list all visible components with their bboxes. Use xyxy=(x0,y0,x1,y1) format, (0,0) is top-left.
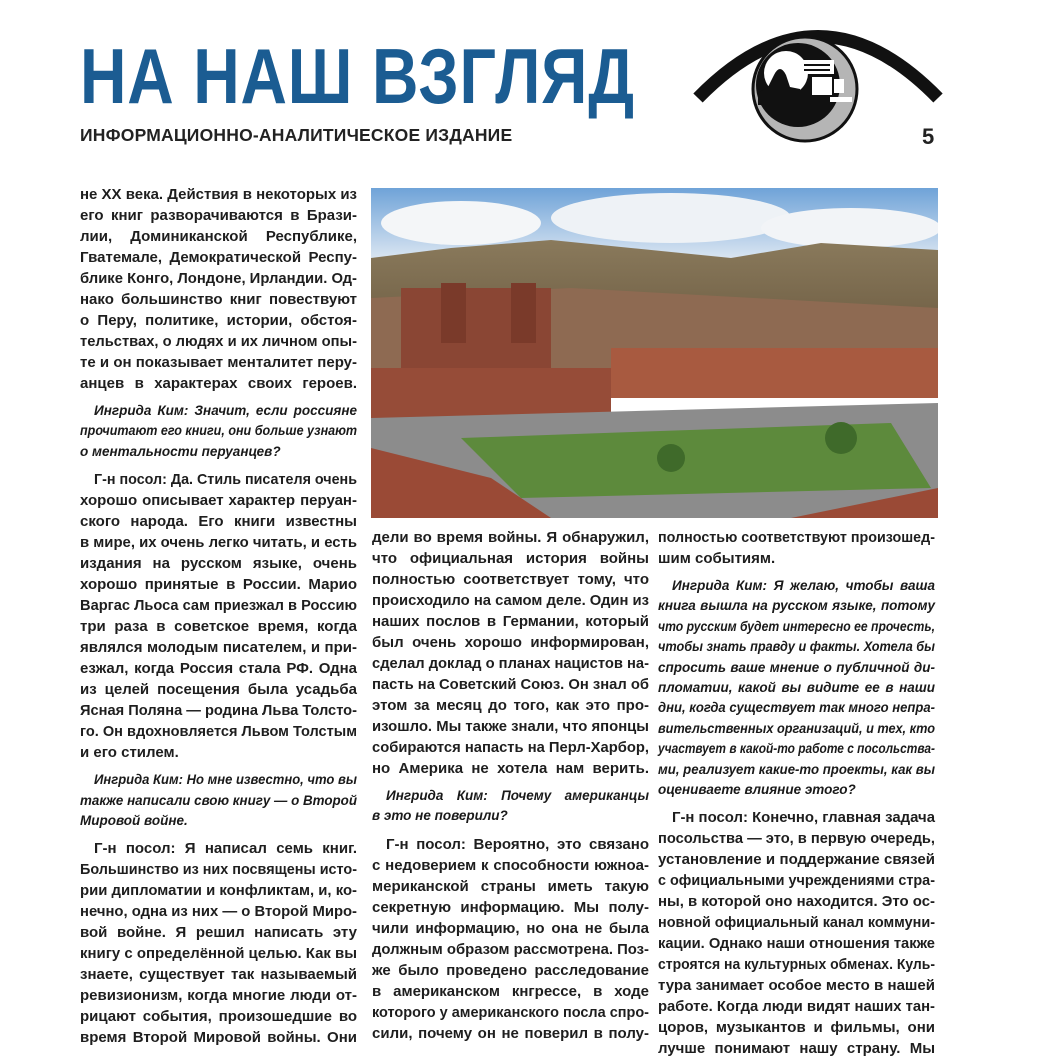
text-line-content: о Перу, политике, истории, обстоя- xyxy=(80,312,357,329)
text-line xyxy=(658,637,935,657)
text-line xyxy=(658,527,935,548)
text-line xyxy=(658,698,935,718)
text-line xyxy=(80,811,357,831)
text-line xyxy=(80,964,357,985)
text-line-content: был очень хорошо информирован, xyxy=(372,634,649,651)
text-line-content: в американском кнгрессе, в ходе xyxy=(372,982,649,1000)
text-line-content: пломатии, какой вы видите ее в наши xyxy=(658,679,935,695)
text-line-content: Ингрида Ким: Но мне известно, что вы xyxy=(94,772,357,788)
text-line xyxy=(80,637,357,658)
text-line-content: Большинство из них посвящены исто- xyxy=(80,861,357,879)
text-line xyxy=(658,780,935,800)
text-line-content: знаете, существует так называемый xyxy=(80,966,357,984)
text-line-content: книга вышла на русском языке, потому xyxy=(658,598,935,614)
interviewer-question xyxy=(658,576,935,800)
text-line xyxy=(80,838,371,859)
publication-subtitle: ИНФОРМАЦИОННО-АНАЛИТИЧЕСКОЕ ИЗДАНИЕ xyxy=(80,125,513,145)
text-line xyxy=(80,859,357,880)
text-line xyxy=(80,574,357,595)
text-line-content: изошло. Мы также знали, что японцы xyxy=(372,718,649,735)
answer-paragraph xyxy=(372,527,649,779)
text-line-content: собираются напасть на Перл-Харбор, xyxy=(372,739,649,756)
text-line xyxy=(80,469,371,490)
text-line xyxy=(80,553,357,574)
text-line-content: ми, реализует какие-то проекты, как вы xyxy=(658,761,935,777)
text-line xyxy=(658,912,935,933)
text-line xyxy=(80,880,357,901)
text-line-content: Ингрида Ким: Значит, если россияне xyxy=(94,403,357,418)
text-line xyxy=(658,849,935,870)
text-line xyxy=(372,1023,649,1044)
text-line xyxy=(372,918,649,939)
text-line xyxy=(80,442,357,462)
text-line-content: секретную информацию. Мы полу- xyxy=(372,898,649,916)
text-line xyxy=(658,719,935,739)
text-line-content: анцев в характерах своих героев. xyxy=(80,375,357,392)
text-line xyxy=(80,1006,357,1027)
cusco-plaza-photo xyxy=(371,188,938,518)
text-line-content: мериканской страны иметь такую xyxy=(372,877,649,895)
text-line-content: полностью соответствует тому, что xyxy=(372,571,649,588)
text-line xyxy=(372,569,649,590)
text-line xyxy=(658,1038,935,1059)
text-line xyxy=(80,700,357,721)
answer-paragraph xyxy=(80,469,357,763)
text-line-content: Мировой войне. xyxy=(80,812,188,828)
text-line xyxy=(372,527,649,548)
text-line xyxy=(80,532,357,553)
page-number: 5 xyxy=(922,124,935,149)
text-line xyxy=(658,739,935,759)
text-line-content: тельствах, о людях и их личном опы- xyxy=(80,333,357,350)
text-line-content: этом за месяц до того, как это про- xyxy=(372,697,649,714)
text-line-content: нечно, одна из них — о Второй Миро- xyxy=(80,903,357,921)
text-line-content: езжал, когда Россия стала РФ. Одна xyxy=(80,660,357,678)
text-line xyxy=(658,760,935,780)
text-line xyxy=(658,807,949,828)
text-line xyxy=(80,401,371,421)
text-line xyxy=(80,352,357,373)
text-line-content: чтобы знать правду и факты. Хотела бы xyxy=(658,639,935,655)
text-line xyxy=(80,770,371,790)
text-line xyxy=(80,310,357,331)
text-line-content: рии дипломатии и конфликтам, и, ко- xyxy=(80,882,357,900)
text-line xyxy=(80,742,357,763)
text-line xyxy=(372,758,649,779)
text-line-content: хорошо описывает характер перуан- xyxy=(80,492,357,510)
text-line-content: ского народа. Его книги известны xyxy=(80,513,357,531)
text-line-content: шим событиям. xyxy=(658,550,776,567)
text-line-content: лучше понимают нашу страну. Мы xyxy=(658,1040,935,1058)
text-line-content: пасть на Советский Союз. Он знал об xyxy=(372,676,649,693)
text-line xyxy=(658,596,935,616)
text-line-content: дели во время войны. Я обнаружил, xyxy=(372,529,649,546)
text-line xyxy=(80,943,357,964)
text-line-content: работе. Когда люди видят наших тан- xyxy=(658,998,935,1016)
text-line-content: посольства — это, в первую очередь, xyxy=(658,830,935,848)
text-line xyxy=(80,331,357,352)
page-title: НА НАШ ВЗГЛЯД xyxy=(80,32,635,120)
text-line xyxy=(372,590,649,611)
text-line-content: также написали свою книгу — о Второй xyxy=(80,792,357,808)
text-line-content: нако большинство книг повествуют xyxy=(80,291,357,308)
text-line-content: но Америка не хотела нам верить. xyxy=(372,760,649,777)
text-line xyxy=(658,933,935,954)
text-line xyxy=(372,855,649,876)
text-line-content: и его стилем. xyxy=(80,744,179,762)
text-line-content: с официальными учреждениями стра- xyxy=(658,872,935,890)
text-line-content: цоров, музыкантов и фильмы, они xyxy=(658,1019,935,1037)
text-line xyxy=(658,1017,935,1038)
text-line-content: сделал доклад о планах нацистов на- xyxy=(372,655,649,672)
eye-logo-icon xyxy=(690,15,945,145)
text-line-content: Г-н посол: Вероятно, это связано xyxy=(386,835,649,853)
text-line xyxy=(372,834,663,855)
text-line xyxy=(372,981,649,1002)
text-line xyxy=(372,611,649,632)
text-line xyxy=(80,205,357,226)
text-line-content: время Второй Мировой войны. Они xyxy=(80,1029,357,1047)
text-line xyxy=(658,828,935,849)
text-line xyxy=(658,678,935,698)
text-line xyxy=(80,616,357,637)
text-line xyxy=(80,658,357,679)
interviewer-question xyxy=(80,401,357,462)
text-line-content: го. Он вдохновляется Львом Толстым xyxy=(80,723,357,741)
text-line-content: полностью соответствуют произошед- xyxy=(658,529,935,546)
text-line xyxy=(372,897,649,918)
text-line-content: вой войне. Я решил написать эту xyxy=(80,924,357,942)
text-line xyxy=(658,576,949,596)
text-line-content: блике Конго, Лондоне, Ирландии. Од- xyxy=(80,270,357,287)
interviewer-question xyxy=(80,770,357,831)
answer-paragraph xyxy=(80,838,357,1048)
text-line-content: ны, в которой оно находится. Это ос- xyxy=(658,893,935,911)
article-column-2 xyxy=(372,527,649,1044)
text-line-content: ревизионизм, когда многие люди от- xyxy=(80,987,357,1005)
text-line xyxy=(80,922,357,943)
text-line-content: являлся молодым писателем, и при- xyxy=(80,639,357,657)
text-line-content: участвует в какой-то работе с посольства- xyxy=(658,741,935,757)
interviewer-question xyxy=(372,786,649,827)
text-line xyxy=(80,791,357,811)
text-line-content: Гватемале, Демократической Респу- xyxy=(80,249,357,266)
text-line-content: установление и поддержание связей xyxy=(658,851,935,869)
text-line xyxy=(372,876,649,897)
text-line xyxy=(80,985,357,1006)
text-line-content: Ингрида Ким: Почему американцы xyxy=(386,788,649,803)
text-line-content: из целей посещения была усадьба xyxy=(80,681,357,699)
text-line xyxy=(372,960,649,981)
text-line-content: дни, когда существует так много непра- xyxy=(658,700,935,716)
text-line-content: издания на русском языке, очень xyxy=(80,555,357,573)
text-line-content: хорошо принятые в России. Марио xyxy=(80,576,357,594)
text-line-content: что русским будет интересно ее прочесть, xyxy=(658,618,935,634)
article-column-1 xyxy=(80,184,357,1048)
text-line-content: которого у американского посла спро- xyxy=(372,1003,649,1021)
answer-paragraph xyxy=(658,807,935,1059)
text-line-content: Г-н посол: Я написал семь книг. xyxy=(94,840,357,858)
text-line-content: новной официальный канал коммуни- xyxy=(658,914,935,932)
article-column-3 xyxy=(658,527,935,1059)
text-line xyxy=(80,721,357,742)
text-line-content: тура занимает особое место в нашей xyxy=(658,977,935,995)
text-line xyxy=(372,548,649,569)
text-line-content: о ментальности перуанцев? xyxy=(80,443,281,459)
text-line xyxy=(80,289,357,310)
text-line xyxy=(80,268,357,289)
text-line xyxy=(372,786,663,806)
text-line-content: лии, Доминиканской Республике, xyxy=(80,228,357,245)
text-line xyxy=(658,954,935,975)
text-line xyxy=(658,658,935,678)
text-line xyxy=(80,490,357,511)
text-line xyxy=(372,939,649,960)
text-line-content: Ингрида Ким: Я желаю, чтобы ваша xyxy=(672,578,935,593)
text-line xyxy=(80,511,357,532)
text-line xyxy=(658,548,935,569)
text-line xyxy=(80,421,357,441)
text-line-content: рицают события, произошедшие во xyxy=(80,1008,357,1026)
text-line xyxy=(372,737,649,758)
text-line xyxy=(80,184,357,205)
text-line xyxy=(80,373,357,394)
text-line xyxy=(372,716,649,737)
text-line xyxy=(80,226,357,247)
text-line-content: в мире, их очень легко читать, и есть xyxy=(80,534,357,552)
text-line xyxy=(80,595,357,616)
text-line-content: оцениваете влияние этого? xyxy=(658,781,856,797)
text-line-content: вительственных организаций, и тех, кто xyxy=(658,720,935,736)
text-line xyxy=(658,891,935,912)
text-line-content: Варгас Льоса сам приезжал в Россию xyxy=(80,597,357,615)
text-line xyxy=(372,806,649,826)
text-line-content: его книг разворачиваются в Брази- xyxy=(80,207,357,224)
text-line-content: происходило на самом деле. Один из xyxy=(372,592,649,609)
text-line-content: чили информацию, но она не была xyxy=(372,919,649,937)
text-line xyxy=(372,674,649,695)
text-line xyxy=(80,679,357,700)
text-line-content: спросить ваше мнение о публичной ди- xyxy=(658,659,935,675)
text-line xyxy=(80,901,357,922)
text-line xyxy=(372,653,649,674)
text-line-content: те и он показывает менталитет перу- xyxy=(80,354,357,371)
text-line xyxy=(80,247,357,268)
text-line xyxy=(658,870,935,891)
text-line-content: же было проведено расследование xyxy=(372,961,649,979)
text-line-content: должным образом рассмотрена. Поз- xyxy=(372,940,649,958)
text-line-content: кации. Однако наши отношения также xyxy=(658,935,935,953)
text-line-content: наших послов в Германии, который xyxy=(372,613,649,630)
text-line-content: что официальная история войны xyxy=(372,550,649,567)
text-line xyxy=(372,695,649,716)
text-line-content: Ясная Поляна — родина Льва Толсто- xyxy=(80,702,357,720)
text-line-content: прочитают его книги, они больше узнают xyxy=(80,423,357,439)
text-line-content: три раза в советское время, когда xyxy=(80,618,357,636)
text-line xyxy=(658,975,935,996)
answer-paragraph xyxy=(658,527,935,569)
text-line-content: книгу с определённой целью. Как вы xyxy=(80,945,357,963)
text-line-content: строятся на культурных обменах. Куль- xyxy=(658,956,935,974)
text-line-content: не XX века. Действия в некоторых из xyxy=(80,186,357,203)
text-line-content: в это не поверили? xyxy=(372,808,508,824)
answer-paragraph xyxy=(80,184,357,394)
text-line-content: Г-н посол: Да. Стиль писателя очень xyxy=(94,471,357,489)
text-line-content: Г-н посол: Конечно, главная задача xyxy=(672,809,935,827)
answer-paragraph xyxy=(372,834,649,1044)
text-line-content: с недоверием к способности южноа- xyxy=(372,856,649,874)
text-line xyxy=(658,617,935,637)
text-line-content: сили, почему он не поверил в полу- xyxy=(372,1024,649,1042)
text-line xyxy=(658,996,935,1017)
text-line xyxy=(372,1002,649,1023)
text-line xyxy=(372,632,649,653)
